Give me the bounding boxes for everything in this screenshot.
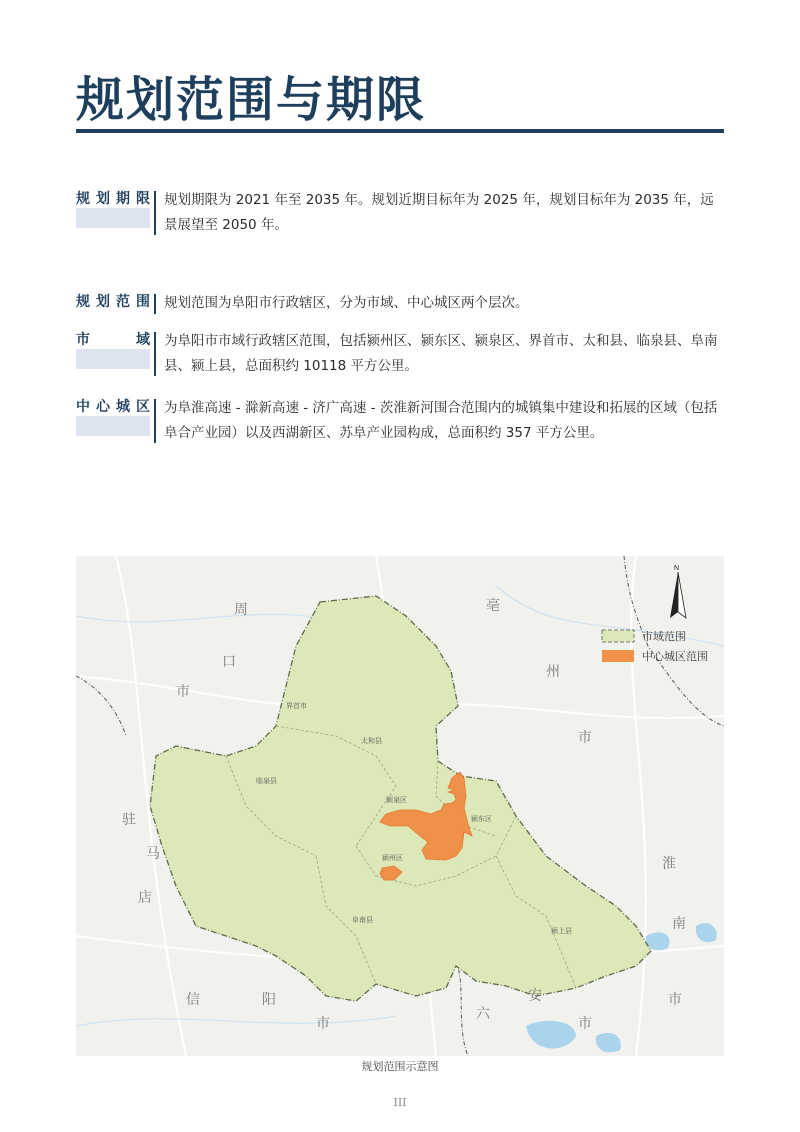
section-text: 为阜淮高速 - 滁新高速 - 济广高速 - 茨淮新河围合范围内的城镇集中建设和拓展的区域（包括阜合产业园）以及西湖新区、苏阜产业园构成，总面积约 357 平方公里。: [164, 400, 718, 441]
page-number: III: [393, 1096, 407, 1109]
legend-label-central-area: 中心城区范围: [642, 651, 708, 663]
section-city-domain: [76, 329, 724, 379]
neighbor-label: 亳: [486, 597, 500, 613]
neighbor-label: 市: [668, 991, 682, 1007]
place-label-jieshou: 界首市: [286, 703, 307, 710]
section-label: 中 心 城 区: [76, 396, 150, 418]
svg-text:N: N: [674, 565, 680, 572]
place-label-taihe: 太和县: [361, 738, 382, 745]
neighbor-label: 店: [138, 889, 152, 905]
neighbor-label: 南: [672, 915, 686, 931]
place-label-yingshang: 颍上县: [551, 928, 572, 935]
place-label-yingdong: 颍东区: [471, 816, 492, 823]
neighbor-label: 口: [222, 653, 236, 669]
section-label: 规 划 范 围: [76, 294, 150, 310]
map-caption: 规划范围示意图: [361, 1060, 439, 1073]
section-label: 规 划 期 限: [76, 188, 150, 210]
section-central-area: [76, 396, 724, 446]
section-text: 规划期限为 2021 年至 2035 年。规划近期目标年为 2025 年，规划目标年为 2035 年，远景展望至 2050 年。: [164, 192, 714, 233]
neighbor-label: 市: [316, 1015, 330, 1031]
section-plan-period: [76, 188, 724, 238]
section-plan-scope: [76, 291, 724, 315]
neighbor-label: 信: [186, 991, 200, 1007]
neighbor-label: 淮: [662, 855, 676, 871]
neighbor-label: 市: [176, 683, 190, 699]
neighbor-label: 驻: [122, 811, 136, 827]
section-label: 市 域: [76, 329, 150, 351]
neighbor-label: 安: [528, 987, 542, 1003]
neighbor-label: 六: [476, 1005, 490, 1021]
plan-scope-map: [76, 556, 724, 1056]
place-label-yingquan: 颍泉区: [386, 797, 407, 804]
neighbor-label: 阳: [262, 991, 276, 1007]
place-label-funan: 阜南县: [352, 917, 373, 924]
legend-label-city-region: 市域范围: [642, 631, 686, 643]
place-label-linquan: 临泉县: [256, 778, 277, 785]
page-title: 规划范围与期限: [76, 72, 427, 128]
title-rule: [76, 129, 724, 133]
neighbor-label: 市: [578, 729, 592, 745]
neighbor-label: 州: [546, 663, 560, 679]
place-label-yingzhou: 颍州区: [382, 855, 403, 862]
section-text: 为阜阳市市域行政辖区范围，包括颍州区、颍东区、颍泉区、界首市、太和县、临泉县、阜南县、颍上县，总面积约 10118 平方公里。: [164, 333, 718, 374]
neighbor-label: 周: [234, 601, 248, 617]
neighbor-label: 马: [146, 845, 160, 861]
section-text: 规划范围为阜阳市行政辖区，分为市域、中心城区两个层次。: [164, 295, 529, 311]
neighbor-label: 市: [578, 1015, 592, 1031]
